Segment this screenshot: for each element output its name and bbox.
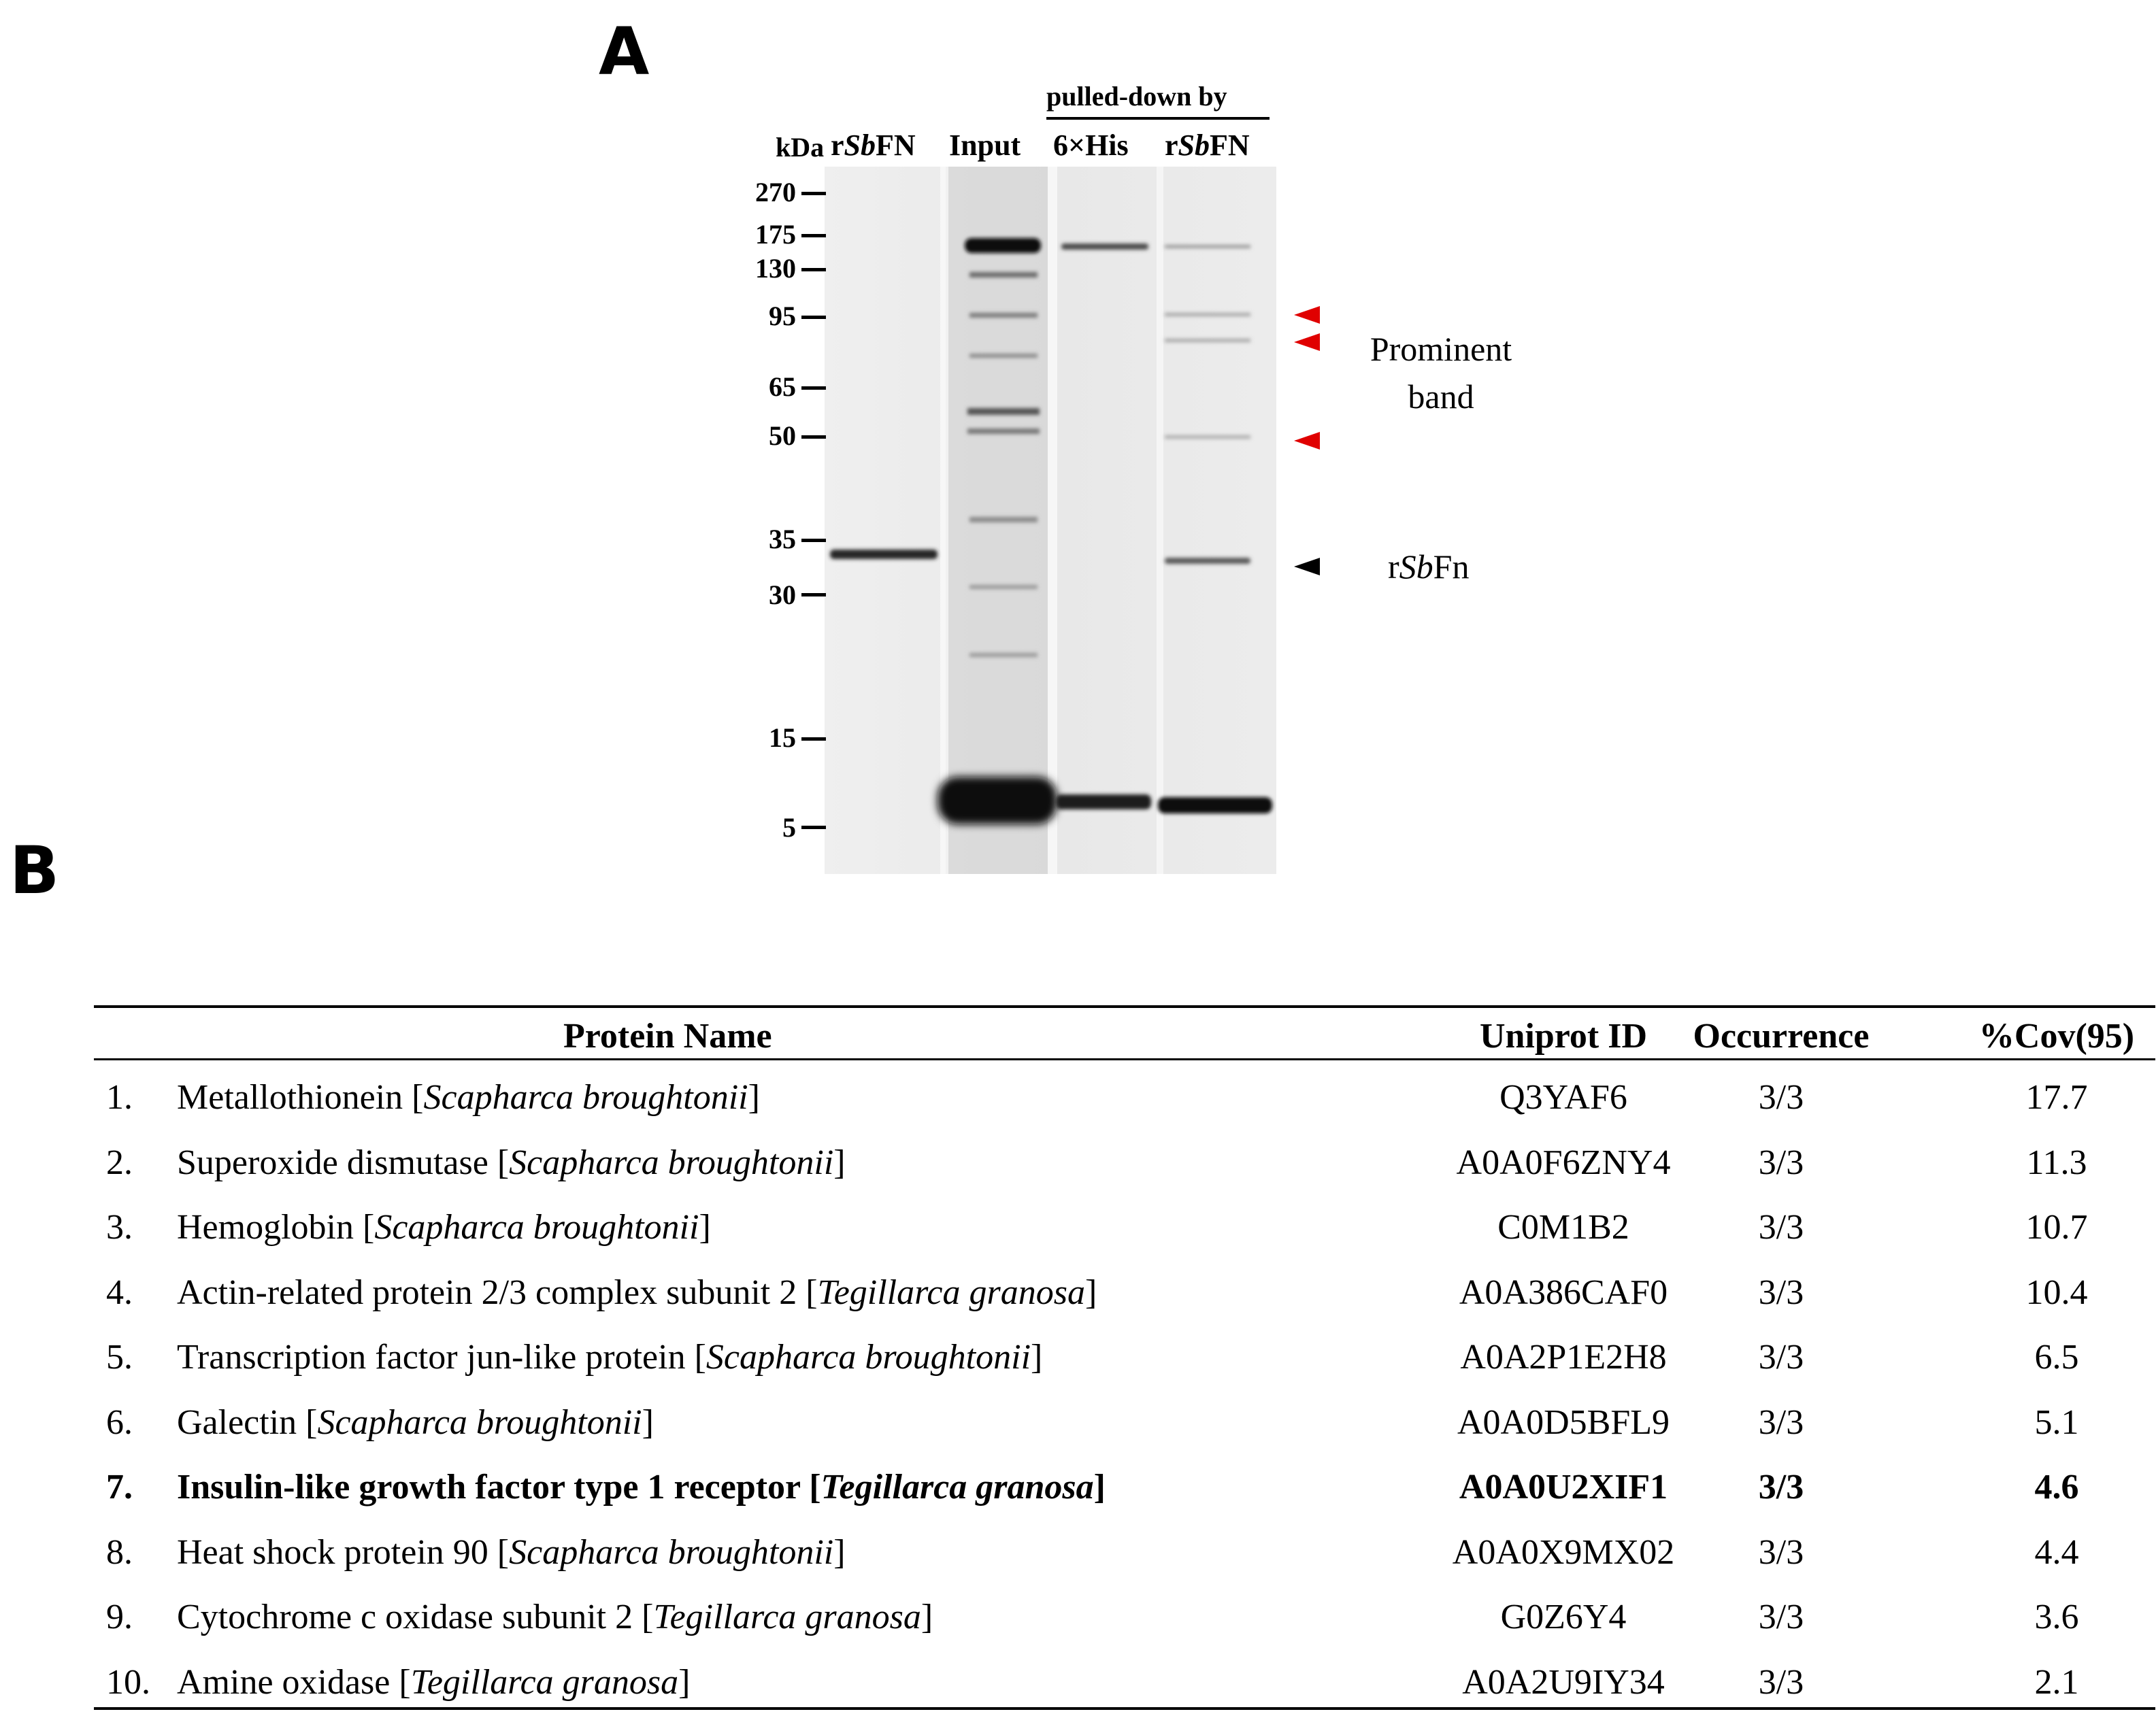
uniprot-id: A0A0D5BFL9 — [1457, 1403, 1670, 1442]
header-cov: %Cov(95) — [1978, 1017, 2135, 1056]
marker-270: 270 — [755, 177, 796, 207]
protein-name: Superoxide dismutase [Scapharca broughtonii] — [177, 1143, 846, 1182]
row-number: 5. — [106, 1338, 133, 1377]
cov-value: 6.5 — [2034, 1338, 2079, 1377]
marker-65: 65 — [769, 371, 796, 402]
species-name: Scapharca broughtonii — [423, 1078, 748, 1117]
species-name: Tegillarca granosa — [410, 1663, 679, 1702]
black-arrow-icon — [1294, 558, 1320, 575]
uniprot-id: C0M1B2 — [1497, 1208, 1629, 1247]
band-input-175 — [965, 238, 1041, 253]
cov-value: 17.7 — [2025, 1078, 2088, 1117]
occurrence-value: 3/3 — [1758, 1533, 1804, 1572]
row-number: 1. — [106, 1078, 133, 1117]
protein-name-text: Insulin-like growth factor type 1 receptor — [177, 1468, 801, 1507]
header-protein-name: Protein Name — [563, 1017, 772, 1056]
protein-name-text: Actin-related protein 2/3 complex subunit 2 — [177, 1273, 797, 1312]
species-name: Tegillarca granosa — [653, 1598, 921, 1636]
species-name: Tegillarca granosa — [820, 1468, 1094, 1507]
prominent-band-label-line1: Prominent — [1370, 330, 1512, 368]
rsbfn-annotation: rSbFn — [1388, 548, 1470, 586]
occurrence-value: 3/3 — [1758, 1403, 1804, 1442]
band-lane1-rsbfn — [830, 550, 938, 559]
species-name: Scapharca broughtonii — [509, 1143, 834, 1182]
protein-name: Actin-related protein 2/3 complex subunit 2 [Tegillarca granosa] — [177, 1273, 1097, 1312]
red-arrow-icon — [1294, 306, 1320, 324]
marker-5: 5 — [782, 812, 796, 843]
marker-95: 95 — [769, 301, 796, 331]
row-number: 6. — [106, 1403, 133, 1442]
lane-label-his: 6×His — [1053, 129, 1129, 162]
protein-name: Heat shock protein 90 [Scapharca broughtonii] — [177, 1533, 846, 1572]
occurrence-value: 3/3 — [1758, 1663, 1804, 1702]
row-number: 10. — [106, 1663, 150, 1702]
protein-name: Transcription factor jun-like protein [Scapharca broughtonii] — [177, 1338, 1043, 1377]
protein-name-text: Metallothionein — [177, 1078, 403, 1117]
row-number: 2. — [106, 1143, 133, 1182]
lane-label-input: Input — [949, 129, 1021, 162]
pulled-down-rule — [1046, 117, 1270, 120]
protein-name-text: Heat shock protein 90 — [177, 1533, 488, 1572]
occurrence-value: 3/3 — [1758, 1078, 1804, 1117]
band-pulldown-rsbfn — [1165, 558, 1250, 564]
marker-50: 50 — [769, 420, 796, 451]
lane-label-rsbfn: rSbFN — [831, 129, 916, 162]
species-name: Scapharca broughtonii — [509, 1533, 834, 1572]
cov-value: 4.4 — [2034, 1533, 2079, 1572]
protein-name: Amine oxidase [Tegillarca granosa] — [177, 1663, 691, 1702]
header-uniprot-id: Uniprot ID — [1479, 1017, 1648, 1056]
band-his-low — [1056, 794, 1151, 809]
protein-name-text: Cytochrome c oxidase subunit 2 — [177, 1598, 633, 1636]
marker-175: 175 — [755, 219, 796, 250]
row-number: 3. — [106, 1208, 133, 1247]
cov-value: 10.7 — [2025, 1208, 2088, 1247]
uniprot-id: A0A386CAF0 — [1459, 1273, 1668, 1312]
protein-name-text: Galectin — [177, 1403, 297, 1442]
protein-name: Cytochrome c oxidase subunit 2 [Tegillarca granosa] — [177, 1598, 933, 1636]
protein-name-text: Transcription factor jun-like protein — [177, 1338, 686, 1377]
cov-value: 4.6 — [2034, 1468, 2079, 1507]
row-number: 8. — [106, 1533, 133, 1572]
header-occurrence: Occurrence — [1693, 1017, 1870, 1056]
cov-value: 11.3 — [2026, 1143, 2087, 1182]
marker-35: 35 — [769, 524, 796, 554]
panel-b-letter: B — [10, 832, 60, 909]
uniprot-id: G0Z6Y4 — [1500, 1598, 1627, 1636]
pulled-down-label: pulled-down by — [1046, 81, 1227, 112]
occurrence-value: 3/3 — [1758, 1338, 1804, 1377]
cov-value: 2.1 — [2034, 1663, 2079, 1702]
cov-value: 5.1 — [2034, 1403, 2079, 1442]
row-number: 9. — [106, 1598, 133, 1636]
lane-label-pulldown-rsbfn: rSbFN — [1165, 129, 1250, 162]
protein-name-text: Superoxide dismutase — [177, 1143, 488, 1182]
uniprot-id: A0A2U9IY34 — [1462, 1663, 1665, 1702]
occurrence-value: 3/3 — [1758, 1143, 1804, 1182]
species-name: Scapharca broughtonii — [374, 1208, 699, 1247]
red-arrow-icon — [1294, 333, 1320, 351]
row-number: 7. — [106, 1468, 133, 1507]
marker-ladder — [755, 177, 826, 843]
species-name: Scapharca broughtonii — [706, 1338, 1031, 1377]
uniprot-id: A0A0F6ZNY4 — [1456, 1143, 1671, 1182]
occurrence-value: 3/3 — [1758, 1598, 1804, 1636]
marker-15: 15 — [769, 722, 796, 753]
cov-value: 3.6 — [2034, 1598, 2079, 1636]
uniprot-id: A0A2P1E2H8 — [1460, 1338, 1667, 1377]
protein-name: Insulin-like growth factor type 1 receptor [Tegillarca granosa] — [177, 1468, 1106, 1507]
occurrence-value: 3/3 — [1758, 1273, 1804, 1312]
kda-label: kDa — [776, 132, 825, 163]
table-top-rule — [94, 1005, 2155, 1008]
table-bottom-rule — [94, 1707, 2155, 1710]
uniprot-id: A0A0U2XIF1 — [1459, 1468, 1668, 1507]
occurrence-value: 3/3 — [1758, 1468, 1804, 1507]
band-pulldown-low — [1158, 797, 1272, 813]
protein-name: Galectin [Scapharca broughtonii] — [177, 1403, 654, 1442]
protein-name: Hemoglobin [Scapharca broughtonii] — [177, 1208, 711, 1247]
panel-a-letter: A — [599, 14, 650, 90]
protein-name-text: Hemoglobin — [177, 1208, 354, 1247]
species-name: Tegillarca granosa — [817, 1273, 1085, 1312]
marker-130: 130 — [755, 253, 796, 284]
prominent-band-label-line2: band — [1408, 377, 1474, 416]
uniprot-id: A0A0X9MX02 — [1452, 1533, 1675, 1572]
occurrence-value: 3/3 — [1758, 1208, 1804, 1247]
uniprot-id: Q3YAF6 — [1499, 1078, 1627, 1117]
cov-value: 10.4 — [2025, 1273, 2088, 1312]
protein-name-text: Amine oxidase — [177, 1663, 391, 1702]
row-number: 4. — [106, 1273, 133, 1312]
red-arrow-icon — [1294, 432, 1320, 450]
protein-name: Metallothionein [Scapharca broughtonii] — [177, 1078, 760, 1117]
table-header-rule — [94, 1058, 2155, 1060]
species-name: Scapharca broughtonii — [317, 1403, 642, 1442]
band-his-175 — [1061, 243, 1148, 250]
band-input-low — [938, 777, 1057, 824]
marker-30: 30 — [769, 579, 796, 610]
